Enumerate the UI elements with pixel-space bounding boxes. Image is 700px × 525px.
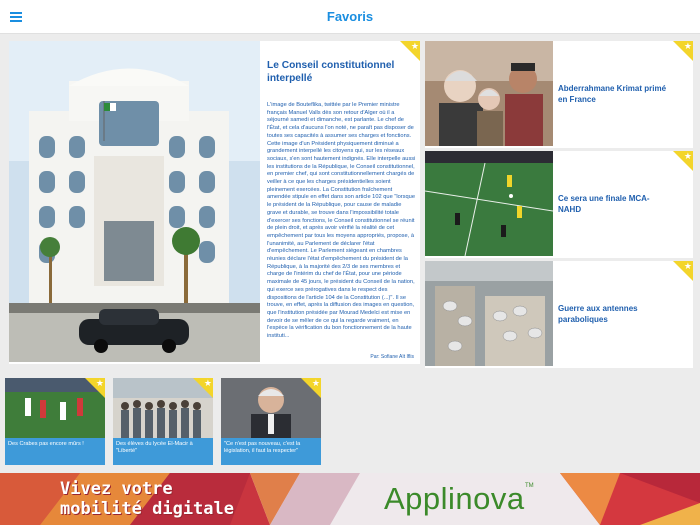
mini-article-caption: Des Crabes pas encore mûrs ! [5, 438, 105, 465]
mini-article-card[interactable] [5, 378, 105, 465]
featured-article-title: Le Conseil constitutionnel interpellé [267, 60, 395, 84]
page-title: Favoris [326, 9, 374, 24]
star-icon: ★ [683, 41, 692, 51]
featured-article-author: Par: Sofiane Aït Iflis [370, 354, 414, 360]
featured-article-excerpt: L'image de Bouteflika, twittée par le Premier ministre français Manuel Valls dès son retour d'Alger où il a séjourné samedi et dimanche, est parlante. Le chef de l'État, et cela d'aucuns l'on noté, ne paraît pas disposer de toutes ses capacités à assumer ses charges et fonctions. Cette image d'un Président physiquement diminué a grandement interpellé les citoyens qui, sur les réseaux sociaux, s'en sont hautement indignés. Elle interpelle aussi les institutions de la République, le Conseil constitutionnel, en premier chef, qui sont constitutionnellement chargés de veiller à ce que les charges présidentielles soient pleinement exercées. La Constitution fraîchement amendée stipule en effet dans son article 102 que "lorsque le président de la République, pour cause de maladie grave et durable, se trouve dans l'impossibilité totale d'exercer ses fonctions, le Conseil constitutionnel se réunit de plein droit, et après avoir vérifié la réalité de cet empêchement par tous les moyens appropriés, propose, à l'unanimité, au Parlement de déclarer l'état d'empêchement. Le Parlement siégeant en chambres réunies déclare l'état d'empêchement du président de la République, à la majorité des 2/3 de ses membres et charge de l'intérim du chef de l'État, pour une période maximale de 45 jours, le président du Conseil de la nation, qui exerce ses prérogatives dans le respect des dispositions de l'article 104 de la Constitution (...)". Il se trouve, en effet, après la diffusion des images en question, que l'institution présidée par Mourad Medelci est mise en devoir de se mêler de ce qui la regarde vraiment, en l'espèce la vérification du bon fonctionnement de la haute instituti... [267, 102, 416, 340]
ad-brand-trademark: TM [525, 483, 534, 489]
star-icon: ★ [410, 41, 419, 51]
top-bar [0, 0, 700, 34]
star-icon: ★ [683, 151, 692, 161]
favorite-badge[interactable] [673, 41, 693, 61]
star-icon: ★ [311, 378, 320, 388]
favorite-badge[interactable] [673, 151, 693, 171]
side-article-card[interactable] [425, 151, 693, 258]
ad-slogan [60, 479, 234, 519]
favorite-badge[interactable] [400, 41, 420, 61]
side-article-title: Abderrahmane Krimat primé en France [558, 84, 667, 104]
star-icon: ★ [95, 378, 104, 388]
star-icon: ★ [203, 378, 212, 388]
side-article-card[interactable] [425, 261, 693, 368]
mini-article-card[interactable] [113, 378, 213, 465]
side-article-image [425, 151, 553, 256]
mini-article-caption: Des élèves du lycée El-Macir à "Liberté" [113, 438, 213, 465]
star-icon: ★ [683, 261, 692, 271]
ad-slogan-line: mobilité digitale [60, 499, 234, 519]
ad-slogan-line: Vivez votre [60, 479, 173, 499]
favorite-badge[interactable] [673, 261, 693, 281]
side-article-card[interactable] [425, 41, 693, 148]
ad-banner[interactable] [0, 473, 700, 525]
side-article-image [425, 261, 553, 366]
side-article-title: Guerre aux antennes paraboliques [558, 304, 638, 324]
mini-article-card[interactable] [221, 378, 321, 465]
favorite-badge[interactable] [85, 378, 105, 398]
favorite-badge[interactable] [301, 378, 321, 398]
featured-article-image [9, 41, 260, 362]
side-article-image [425, 41, 553, 146]
favorite-badge[interactable] [193, 378, 213, 398]
featured-article-card[interactable] [9, 41, 420, 364]
ad-brand-logo: Applinova [384, 481, 525, 516]
mini-article-caption: "Ce n'est pas nouveau, c'est la législation, il faut la respecter" [221, 438, 321, 465]
side-article-title: Ce sera une finale MCA-NAHD [558, 194, 650, 214]
